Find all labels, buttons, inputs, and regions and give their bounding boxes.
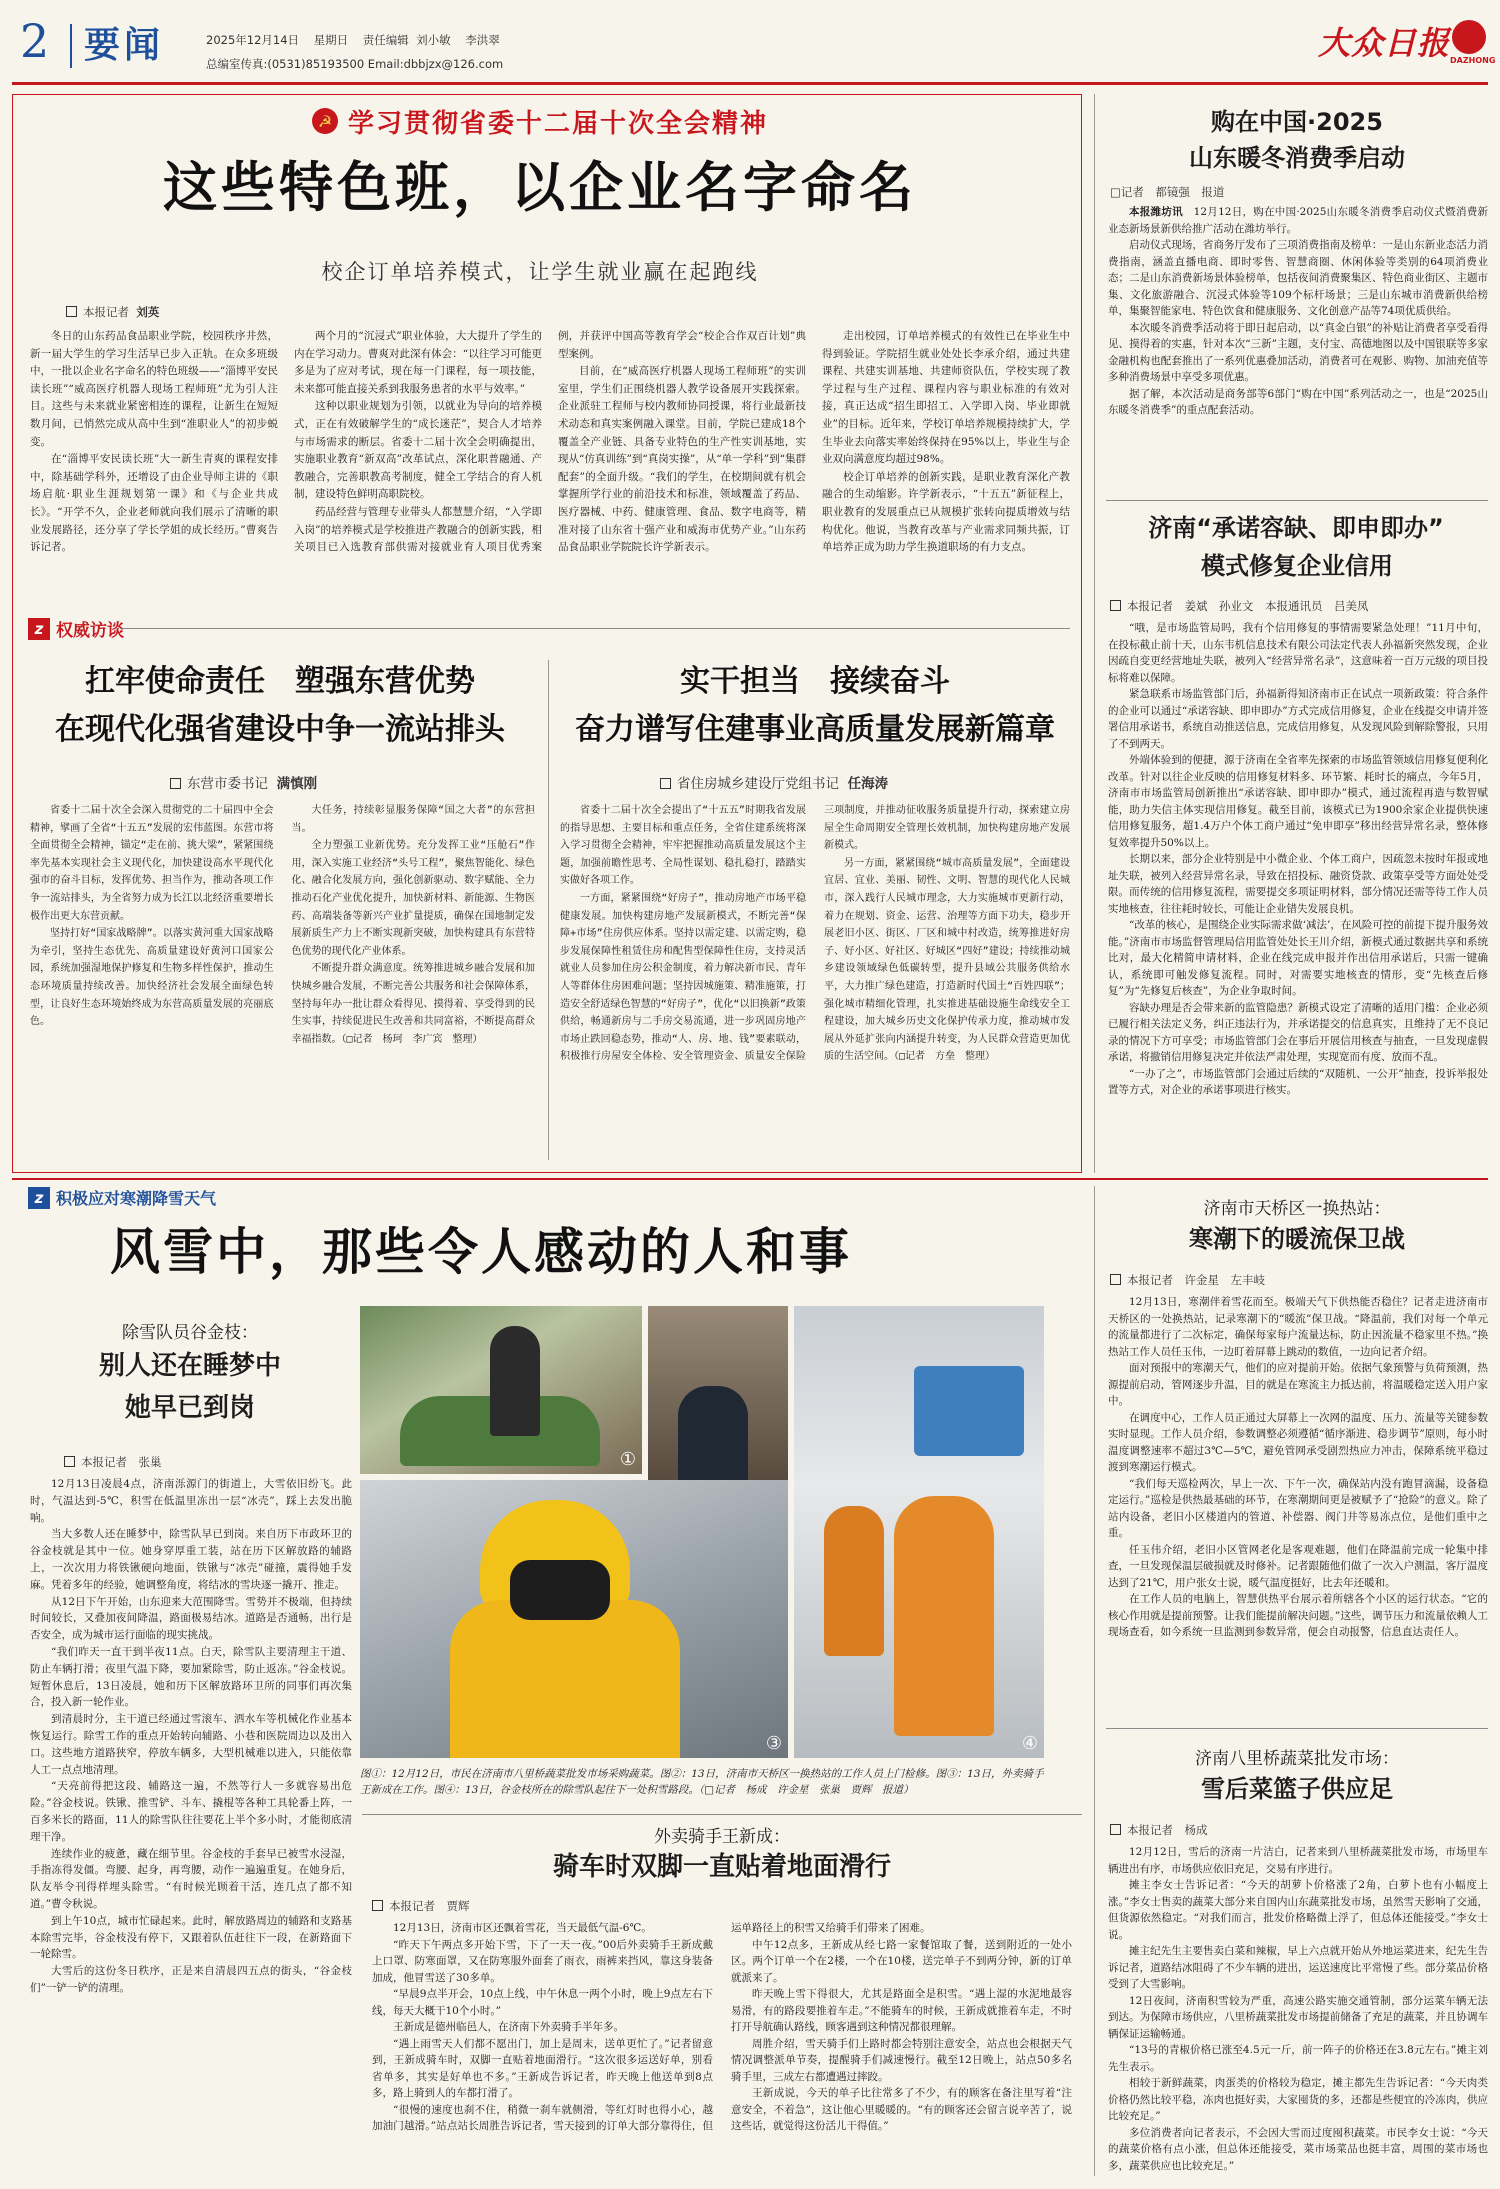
consumption-lead-text: 12月12日，购在中国·2025山东暖冬消费季启动仪式暨消费新业态新场景新供给推广活动在潍坊举行。 [1108, 206, 1488, 235]
consumption-body [1108, 204, 1488, 486]
storm-tag [28, 1186, 216, 1209]
rider-paragraph: “早晨9点半开会，10点上线，中午休息一两个小时，晚上9点左右下线，每天大概干10个小时。” [372, 1988, 713, 2017]
rider-paragraph: 昨天晚上雪下得很大，尤其是路面全是积雪。“遇上湿的水泥地最容易滑，有的路段要推着车走。”不能骑车的时候，王新成就推着车走，不时打开导航确认路线，顾客遇到这种情况都很理解。 [731, 1988, 1072, 2033]
paper-logo-text: 大众日报 [1318, 24, 1451, 62]
lead-paragraph: 这种以职业规划为引领，以就业为导向的培养模式，正在有效破解学生的“成长迷茫”，契合人才培养与市场需求的断层。省委十二届十次全会明确提出，实施职业教育“新双高”改革试点，深化职普融通、产教融合，完善职教高考制度，健全工学结合的育人机制，建设特色鲜明高职院校。 [294, 400, 542, 501]
consumption-title2: 山东暖冬消费季启动 [1189, 144, 1405, 172]
lead-paragraph: 目前，在“威高医疗机器人现场工程师班”的实训室里，学生们正围绕机器人教学设备展开实践探索。企业派驻工程师与校内教师协同授课，将行业最新技术动态和真实案例融入课堂。目前，学院已建成18个覆盖全产业链、具备专业特色的生产性实训基地，实现从“仿真训练”到“真岗实操”，从“单一学科”到“集群配套”的全面升级。“我们的学生，在校期间就有机会掌握所学行业的前沿技术和标准，领域覆盖了药品、医疗器械、中药、健康管理、食品、数字电商等，精准对接了山东省十强产业和威海市优势产业。”山东药品食品职业学院院长许学新表示。 [558, 365, 806, 554]
market-kicker: 济南八里桥蔬菜批发市场： [1195, 1749, 1399, 1769]
gu-body [30, 1476, 352, 2176]
party-emblem-icon: ☭ [312, 108, 338, 134]
market-paragraph: 12日夜间，济南积雪较为严重，高速公路实施交通管制，部分运菜车辆无法到达。为保障市场供应，八里桥蔬菜批发市场提前储备了充足的蔬菜，并且协调车辆保证运输畅通。 [1108, 1994, 1488, 2040]
photo-4-bus [914, 1366, 1024, 1456]
paper-logo [1318, 18, 1496, 68]
masthead-rule [12, 82, 1488, 85]
market-paragraph: “13号的青椒价格已涨至4.5元一斤，前一阵子的价格还在3.8元左右。”摊主刘先生表示。 [1108, 2044, 1488, 2073]
credit-paragraph: “哦，是市场监管局吗，我有个信用修复的事情需要紧急处理！”11月中旬，在投标截止前十天，山东韦机信息技术有限公司法定代表人孙福新突然发现，企业因疏自变更经营地址失联，被列入“经营异常名录”，这意味着一百万元级的项目投标将难以保障。 [1108, 622, 1488, 684]
lead-paragraph: 走出校园，订单培养模式的有效性已在毕业生中得到验证。学院招生就业处处长李承介绍，通过共建课程、共建实训基地、共建师资队伍，学校实现了教学过程与生产过程、课程内容与职业标准的有效对接，真正达成“招生即招工、入学即入岗、毕业即就业”的目标。近年来，学校订单培养规模持续扩大，学生毕业去向落实率始终保持在95%以上，毕业生与企业双向满意度均超过98%。 [822, 330, 1070, 466]
market-paragraph: 多位消费者向记者表示，不会因大雪而过度囤积蔬菜。市民李女士说：“今天的蔬菜价格有点小涨，但总体还能接受，菜市场菜品也挺丰富，周围的菜市场也多，蔬菜供应也比较充足。” [1108, 2126, 1488, 2172]
photo-3-label: ③ [765, 1733, 782, 1754]
tianqiao-paragraph: 12月13日，寒潮伴着雪花而至。极端天气下供热能否稳住？记者走进济南市天桥区的一处换热站，记录寒潮下的“暖流”保卫战。“降温前，我们对每一个单元的流量都进行了二次标定，确保每家每户流量达标，防止因流量不稳家里不热。”换热站工作人员任玉伟，一边盯着屏幕上跳动的数值，一边向记者介绍。 [1108, 1296, 1488, 1358]
tianqiao-paragraph: 在工作人员的电脑上，智慧供热平台展示着所辖各个小区的运行状态。“它的核心作用就是提前预警。让我们能提前解决问题。”这些，调节压力和流量依赖人工现场查看，如今系统一旦监测到参数异常，便会自动报警，信息直达责任人。 [1108, 1593, 1488, 1638]
tianqiao-paragraph: “我们每天巡检两次，早上一次、下午一次，确保站内没有跑冒滴漏，设备稳定运行。”巡检是供热最基础的环节，在寒潮期间更是被赋予了“抢险”的意义。除了站内设备，老旧小区楼道内的管道、补偿器、阀门井等易冻点位，是他们重中之重。 [1108, 1477, 1488, 1539]
consumption-paragraph: 本次暖冬消费季活动将于即日起启动，以“真金白银”的补贴让消费者享受看得见、摸得着的实惠，针对本次“三新”主题，支付宝、高德地图以及中国银联等多家金融机构也配套推出了一系列优惠叠加活动，消费者可在观影、购物、加油充值等多种消费场景中享受多项优惠。 [1108, 321, 1488, 383]
authority-right-byline [660, 772, 888, 792]
theme-banner [250, 100, 830, 142]
byline-box-icon [1110, 1824, 1121, 1835]
authority-left-body [30, 802, 535, 1154]
lead-subhead: 校企订单培养模式，让学生就业赢在起跑线 [321, 260, 759, 284]
credit-paragraph: 外端体验到的便捷，源于济南在全省率先探索的市场监管领域信用修复便利化改革。针对以往企业反映的信用修复材料多、环节繁、耗时长的痛点，今年5月，济南市市场监管局创新推出“承诺容缺、即申即办”模式，通过流程再造与数智赋能，助力失信主体实现信用修复。截至目前，该模式已为1900余家企业提供快速信用修复服务，超1.4万户个体工商户通过“免申即享”移出经营异常名录，整体修复效率提升50%以上。 [1108, 754, 1488, 849]
lead-paragraph: 在“淄博平安民读长班”大一新生青爽的课程安排中，除基础学科外，还增设了由企业导师主讲的《职场启航·职业生涯规划第一课》和《与企业共成长》。“开学不久，企业老师就向我们展示了清晰的职业发展路径，还分享了学长学姐的成长经历。”曹爽告诉记者。 [30, 453, 278, 554]
z-logo-icon: z [28, 1187, 50, 1209]
photo-caption: 图①：12月12日，市民在济南市八里桥蔬菜批发市场采购蔬菜。图②：13日，济南市天桥区一换热站的工作人员上门检修。图③：13日，外卖骑手王新成在工作。图④：13日，谷金枝所在的除雪队起往下一处积雪路段。（□记者 杨成 许金星 张巢 贾辉 报道） [360, 1768, 1044, 1796]
rider-paragraph: 周胜介绍，雪天骑手们上路时都会特别注意安全，站点也会根据天气情况调整派单节奏，提醒骑手们减速慢行。截至12日晚上，站点50多名骑手里，三成左右都遭遇过摔跤。 [731, 2037, 1072, 2083]
photo-4-sweeper-back [824, 1506, 884, 1656]
photo-4-sweeper [894, 1496, 994, 1736]
photo-collage [360, 1306, 1044, 1758]
photo-3-rider-body [450, 1600, 680, 1758]
market-paragraph: 12月12日，雪后的济南一片洁白，记者来到八里桥蔬菜批发市场，市场里车辆进出有序，市场供应依旧充足，交易有序进行。 [1108, 1846, 1488, 1875]
rider-rule [362, 1814, 1082, 1815]
right-top-divider [1094, 94, 1095, 1173]
authority-left-title1: 扛牢使命责任 塑强东营优势 [85, 664, 475, 699]
section-title: 要闻 [84, 25, 165, 66]
tianqiao-byline-text: 本报记者 许金星 左丰岐 [1127, 1273, 1265, 1287]
dateline: 本报潍坊讯 [1129, 206, 1183, 218]
author-name: 任海涛 [847, 776, 889, 792]
authority-right-body [560, 802, 1070, 1154]
authority-paragraph: 另一方面，紧紧围绕“城市高质量发展”，全面建设宜居、宜业、美丽、韧性、文明、智慧的现代化人民城市，深入践行人民城市理念，大力实施城市更新行动，着力在规划、资金、运营、治理等方面下功夫，稳步开展老旧小区、街区、厂区和城中村改造，统筹推进好房子、好小区、好社区、好城区“四好”建设；持续推动城乡建设领域绿色低碳转型，提升县域公共服务供给水平，大力推广绿色建造，打造新时代国土“百姓四联”；强化城市精细化管理，扎实推进基础设施生命线安全工程建设，加大城乡历史文化保护传承力度，推动城市发展从外延扩张向内涵提升转变，为人民群众营造更加优质的生活空间。（□记者 方垒 整理） [824, 857, 1070, 1063]
rider-paragraph: “遇上雨雪天人们都不愿出门，加上是周末，送单更忙了。”记者留意到，王新成骑车时，双脚一直贴着地面滑行。“这次很多运送好单，别看省单多，其实是好单也不多。”王新成告诉记者，昨天晚上他送单到8点多，路上骑到人的车都打滑了。 [372, 2037, 713, 2099]
credit-title1: 济南“承诺容缺、即申即办” [1148, 514, 1444, 542]
paper-logo-pinyin: DAZHONG [1450, 56, 1496, 65]
gu-title2: 她早已到岗 [124, 1393, 255, 1423]
tianqiao-kicker: 济南市天桥区一换热站： [1203, 1199, 1391, 1219]
rider-byline-text: 本报记者 贾辉 [389, 1899, 470, 1913]
rider-body [372, 1920, 1072, 2176]
credit-title2: 模式修复企业信用 [1201, 552, 1393, 580]
consumption-title1: 购在中国·2025 [1211, 108, 1383, 136]
lead-paragraph: 校企订单培养的创新实践，是职业教育深化产教融合的生动缩影。许学新表示，“十五五”新征程上，职业教育的发展重点已从规模扩张转向提质增效与结构优化。他说，当教育改革与产业需求同频共振，订单培养正成为助力学生换道职场的有力支点。 [822, 470, 1070, 554]
lead-byline [66, 304, 159, 320]
author-org: 东营市委书记 [187, 776, 268, 792]
masthead-divider [70, 24, 72, 68]
masthead-meta-line1 [206, 32, 500, 48]
gu-title1: 别人还在睡梦中 [98, 1351, 281, 1381]
market-body [1108, 1844, 1488, 2176]
rider-paragraph: 中午12点多，王新成从经七路一家餐馆取了餐，送到附近的一处小区。两个订单一个在2楼，一个在10楼，送完单子不到两分钟，新的订单就派来了。 [731, 1938, 1072, 1984]
authority-paragraph: 坚持打好“国家战略牌”。以落实黄河重大国家战略为牵引，坚持生态优先、高质量建设好黄河口国家公园，系统加强湿地保护修复和生物多样性保护，推动生态环境质量持续改善。加快经济社会发展全面绿色转型，让良好生态环境始终成为东营高质量发展的亮丽底色。 [30, 928, 274, 1028]
authority-paragraph: 省委十二届十次全会深入贯彻党的二十届四中全会精神，擘画了全省“十五五”发展的宏伟蓝图。东营市将全面贯彻全会精神，锚定“走在前、挑大梁”，紧紧围绕率先基本实现社会主义现代化，加快建设高水平现代化强市的奋斗目标，发挥优势、担当作为，推动各项工作争一流站排头，为全省努力成为长江以北经济重要增长极作出更大东营贡献。 [30, 805, 274, 922]
gu-kicker: 除雪队员谷金枝： [122, 1323, 258, 1343]
tianqiao-title: 寒潮下的暖流保卫战 [1189, 1225, 1405, 1253]
authority-paragraph: 大任务，持续彰显服务保障“国之大者”的东营担当。 [291, 805, 535, 834]
gu-paragraph: 12月13日凌晨4点，济南泺源门的街道上，大雪依旧纷飞。此时，气温达到-5℃，积雪在低温里冻出一层“冰壳”，踩上去发出脆响。 [30, 1478, 352, 1524]
rider-title: 骑车时双脚一直贴着地面滑行 [552, 1852, 891, 1882]
photo-3 [360, 1480, 788, 1758]
gu-paragraph: “天亮前得把这段、辅路这一遍，不然等行人一多就容易出危险。”谷金枝说。铁锹、推雪铲、斗车、撬棍等各种工具轮番上阵，一百多米长的路面，11人的除雪队往往要花上半个多小时，才能彻底清理干净。 [30, 1780, 352, 1843]
gu-paragraph: 到清晨时分，主干道已经通过雪滚车、洒水车等机械化作业基本恢复运行。除雪工作的重点开始转向辅路、小巷和医院周边以及出入口。这些地方道路狭窄，停放车辆多，大型机械难以进入，只能依靠人工一点点地清理。 [30, 1713, 352, 1776]
rider-kicker: 外卖骑手王新成： [654, 1827, 790, 1847]
tianqiao-paragraph: 在调度中心，工作人员正通过大屏幕上一次网的温度、压力、流量等关键参数实时显现。工作人员介绍，参数调整必须遵循“循序渐进、稳步调节”原则，每小时温度调整速率不超过3℃—5℃，避免管网承受剧烈热应力冲击，保障系统平稳过渡到寒潮运行模式。 [1108, 1411, 1488, 1473]
masthead [0, 0, 1500, 82]
byline-box-icon [66, 306, 77, 317]
authority-right-title1: 实干担当 接续奋斗 [680, 664, 950, 699]
tianqiao-body [1108, 1294, 1488, 1718]
photo-1 [360, 1306, 642, 1474]
credit-paragraph: 容缺办理是否会带来新的监管隐患？新模式设定了清晰的适用门槛：企业必须已履行相关法定义务，纠正违法行为，并承诺提交的信息真实，且维持了无不良记录的情况下方可享受；市场监管部门会在事后开展信用核查与抽查，一旦发现虚假承诺，将撤销信用修复决定并依法严肃处理，实现宽而有度、放而不乱。 [1108, 1001, 1488, 1063]
credit-paragraph: “一办了之”，市场监管部门会通过后续的“双随机、一公开”抽查，投诉举报处置等方式，对企业的承诺事项进行核实。 [1108, 1067, 1488, 1096]
credit-body [1108, 620, 1488, 1162]
credit-paragraph: “改革的核心，是围绕企业实际需求做‘减法’，在风险可控的前提下提升服务效能。”济南市市场监督管理局信用监管处处长王川介绍，新模式通过数据共享和系统比对，最大化精简申请材料，企业在线完成申报并作出信用承诺后，只需一键确认，系统即可触发修复流程。同时，对需要实地核查的情形，变“先核查后修复”为“先修复后核查”，为企业争取时间。 [1108, 919, 1488, 997]
authority-col-divider [548, 660, 549, 1160]
authority-right-title2: 奋力谱写住建事业高质量发展新篇章 [575, 712, 1055, 747]
gu-paragraph: 从12日下午开始，山东迎来大范围降雪。雪势并不极端，但持续时间较长，又叠加夜间降温，路面极易结冰。道路是否通畅，出行是否安全，成为城市运行面临的现实挑战。 [30, 1595, 352, 1642]
photo-1-buyer [490, 1326, 540, 1436]
designer-name: 李洪翠 [465, 33, 500, 47]
byline-box-icon [660, 778, 671, 789]
market-byline-text: 本报记者 杨成 [1127, 1823, 1208, 1837]
byline-box-icon [170, 778, 181, 789]
lead-paragraph: 冬日的山东药品食品职业学院，校园秩序井然，新一届大学生的学习生活早已步入正轨。在众多班级中，一批以企业名字命名的特色班级——“淄博平安民读长班”“威高医疗机器人现场工程师班”尤为引人注目。这些与未来就业紧密相连的课程，让新生在短短数月间，已悄然完成从高中生到“准职业人”的初步蜕变。 [30, 330, 278, 448]
gu-paragraph: 到上午10点，城市忙碌起来。此时，解放路周边的辅路和支路基本除雪完毕，谷金枝没有停下，又跟着队伍赶往下一段，在新路面下一轮除雪。 [30, 1914, 352, 1961]
issue-date: 2025年12月14日 [206, 33, 300, 47]
gu-paragraph: 连续作业的疲惫，藏在细节里。谷金枝的手套早已被雪水浸湿，手指冻得发僵。弯腰、起身，再弯腰，动作一遍遍重复。在她身后，队友举令刊得样埋头除雪。“有时候光顾着干活，连几点了都不知道。”曹令秋说。 [30, 1847, 352, 1910]
author-name: 满慎刚 [276, 776, 318, 792]
consumption-byline: □记者 都镜强 报道 [1110, 185, 1225, 199]
page-number: 2 [20, 14, 50, 68]
tianqiao-paragraph: 面对预报中的寒潮天气，他们的应对提前开始。依据气象预警与负荷预测，热源提前启动，管网逐步升温，目的就是在寒流主力抵达前，将温暖稳定送入用户家中。 [1108, 1362, 1488, 1407]
authority-rule [120, 628, 1070, 629]
rider-paragraph: 王新成是德州临邑人，在济南下外卖骑手半年多。 [393, 2021, 624, 2033]
theme-banner-text: 学习贯彻省委十二届十次全会精神 [347, 108, 768, 139]
authority-tag-label: 权威访谈 [56, 621, 124, 641]
rider-paragraph: 12月13日，济南市区还飘着雪花，当天最低气温-6℃。 [393, 1922, 652, 1934]
gu-paragraph: “我们昨天一直干到半夜11点。白天，除雪队主要清理主干道、防止车辆打滑；夜里气温下降，要加紧除雪，防止返冻。”谷金枝说。短暂休息后，13日凌晨，她和历下区解放路环卫所的同事们再次集合，投入新一轮作业。 [30, 1645, 352, 1709]
byline-name: 刘英 [136, 305, 160, 319]
authority-left-title2: 在现代化强省建设中争一流站排头 [55, 712, 505, 747]
market-title: 雪后菜篮子供应足 [1201, 1775, 1393, 1803]
gu-paragraph: 当大多数人还在睡梦中，除雪队早已到岗。来自历下市政环卫的谷金枝就是其中一位。她身穿厚重工装，站在历下区解放路的辅路上，一次次用力将铁锹硬向地面，铁锹与“冰壳”碰撞，震得她手发麻。凭着多年的经验，她调整角度，将结冰的雪块逐一撬开、推走。 [30, 1528, 352, 1591]
storm-right-divider [1094, 1186, 1095, 2176]
byline-box-icon [372, 1900, 383, 1911]
z-logo-icon: z [28, 618, 50, 640]
market-rule [1106, 1728, 1488, 1729]
storm-headline: 风雪中，那些令人感动的人和事 [110, 1223, 852, 1281]
authority-tag [28, 616, 124, 641]
credit-paragraph: 紧急联系市场监管部门后，孙福新得知济南市正在试点一项新政策：符合条件的企业可以通过“承诺容缺、即申即办”方式完成信用修复，企业在线提交申请并签署信用承诺书，系统自动推送信息，完成信用修复，从发现风险到解除警报，只用了不到两天。 [1108, 688, 1488, 750]
photo-1-label: ① [619, 1449, 636, 1470]
credit-byline [1110, 598, 1369, 614]
authority-paragraph: 一方面，紧紧围绕“好房子”，推动房地产市场平稳健康发展。加快构建房地产发展新模式，不断完善“保障+市场”住房供应体系。坚持以需定建、以需定购，稳步发展保障性租赁住房和配售型保障性住房，支持灵活就业人员参加住房公积金制度，着力解决新市民、青年人等群体住房困难问题；坚持因城施策、精准施策，打造安全舒适绿色智慧的“好房子”，优化“以旧换新”政策供给，畅通新房与二手房交易流通，进一步巩固房地产市场止跌回稳态势，推动“人、房、地、钱”要素联动，积极推行房屋安全体检、安全管理资金、质量安全保险三项制度，并推动征收服务质量提升行动，探索建立房屋全生命周期安全管理长效机制，加快构建房地产发展新模式。 [560, 805, 1070, 1063]
tianqiao-byline [1110, 1272, 1265, 1288]
rider-paragraph: “很慢的速度也刹不住，稍微一刹车就侧滑，等红灯时也得小心，越加油门越滑。”站点站长周胜告诉记者，雪天接到的订单大部分靠得住，但运单路径上的积雪又给骑手们带来了困难。 [372, 1922, 931, 2132]
credit-byline-text: 本报记者 姜斌 孙业文 本报通讯员 吕美凤 [1127, 599, 1369, 613]
photo-4 [794, 1306, 1044, 1758]
gu-byline-text: 本报记者 张巢 [81, 1455, 162, 1469]
lead-body [30, 328, 1070, 598]
authority-left-byline [170, 772, 317, 792]
right-top-rule [1106, 500, 1488, 501]
masthead-hotline: 总编室传真:(0531)85193500 Email:dbbjzx@126.com [206, 57, 504, 71]
rider-paragraph: 王新成说，今天的单子比往常多了不少，有的顾客在备注里写着“注意安全，不着急”，这让他心里暖暖的。“有的顾客还会留言说辛苦了，说这些话，就觉得这份活儿干得值。” [731, 2087, 1072, 2132]
market-paragraph: 摊主纪先生主要售卖白菜和辣椒，早上六点就开始从外地运菜进来，纪先生告诉记者，道路结冰阻碍了不少车辆的进出，运送速度比平常慢了些。部分菜品价格受到了大雪影响。 [1108, 1945, 1488, 1990]
paper-logo-emblem [1452, 20, 1486, 54]
photo-3-rider-face [510, 1560, 610, 1620]
gu-paragraph: 大雪后的这份冬日秩序，正是来自清晨四五点的街头，“谷金枝们”一铲一铲的清理。 [30, 1965, 352, 1994]
editor-label: 责任编辑 [362, 33, 409, 47]
byline-box-icon [1110, 1274, 1121, 1285]
tianqiao-paragraph: 任玉伟介绍，老旧小区管网老化是客观难题，他们在降温前完成一轮集中排查，一旦发现保温层破损就及时修补。记者跟随他们做了一次入户测温，客厅温度达到了21℃，用户张女士说，暖气温度挺好，比去年还暖和。 [1108, 1543, 1488, 1589]
market-paragraph: 摊主李女士告诉记者：“今天的胡萝卜价格涨了2角，白萝卜也有小幅度上涨。”李女士售卖的蔬菜大部分来自国内山东蔬菜批发市场，虽然雪天影响了交通，但货源依然稳定。“对我们而言，批发价格略微上浮了，但总体还能接受。”李女士说。 [1108, 1879, 1488, 1941]
lead-headline: 这些特色班，以企业名字命名 [163, 156, 917, 219]
authority-paragraph: 不断提升群众满意度。统筹推进城乡融合发展和加快城乡融合发展，不断完善公共服务和社会保障体系，坚持每年办一批让群众看得见、摸得着、享受得到的民生实事，持续促进民生改善和共同富裕，不断提高群众幸福指数。（□记者 杨珂 李广宾 整理） [291, 963, 535, 1045]
storm-tag-label: 积极应对寒潮降雪天气 [56, 1189, 217, 1208]
rider-paragraph: “昨天下午两点多开始下雪，下了一天一夜。”00后外卖骑手王新成戴上口罩、防寒面罩，又在防寒服外面套了雨衣，雨裤来挡风，靠这身装备加成，他冒雪送了30多单。 [372, 1938, 713, 1984]
market-paragraph: 相较于新鲜蔬菜，肉蛋类的价格较为稳定，摊主都先生告诉记者：“今天肉类价格仍然比较平稳，冻肉也挺好卖，大家囤货的多，还都是些便宜的冷冻肉，供应比较充足。” [1108, 2077, 1488, 2122]
issue-weekday: 星期日 [313, 33, 349, 47]
byline-box-icon [1110, 600, 1121, 611]
consumption-paragraph: 据了解，本次活动是商务部等6部门“购在中国”系列活动之一，也是“2025山东暖冬消费季”的重点配套活动。 [1108, 387, 1488, 416]
lead-paragraph: 两个月的“沉浸式”职业体验，大大提升了学生的内在学习动力。曹爽对此深有体会：“以往学习可能更多是为了应对考试，现在每一门课程，每一项技能，未来都可能直接关系到我服务患者的水平与效率。” [294, 330, 542, 395]
editor-name: 刘小敏 [416, 33, 451, 47]
consumption-paragraph: 启动仪式现场，省商务厅发布了三项消费指南及榜单：一是山东新业态活力消费指南，涵盖直播电商、即时零售、智慧商圈、休闲体验等类别的64项消费业态；二是山东消费新场景体验榜单，包括夜间消费聚集区、特色商业街区、主题市集、文化旅游融合、沉浸式体验等109个标杆场景；三是山东城市消费新供给榜单，集聚智能家电、特色饮食和健康服务、文化创意产品等74项优质供给。 [1108, 239, 1488, 317]
authority-paragraph: 省委十二届十次全会提出了“十五五”时期我省发展的指导思想、主要目标和重点任务，全省住建系统将深入学习贯彻全会精神，牢牢把握推动高质量发展这个主题，加强前瞻性思考、全局性谋划、稳扎稳打，踏踏实实做好各项工作。 [560, 805, 806, 887]
byline-label: 本报记者 [83, 305, 129, 319]
rider-byline [372, 1898, 470, 1914]
byline-box-icon [64, 1456, 75, 1467]
author-org: 省住房城乡建设厅党组书记 [677, 776, 839, 792]
photo-4-label: ④ [1021, 1733, 1038, 1754]
gu-byline [64, 1454, 162, 1470]
authority-paragraph: 全力塑强工业新优势。充分发挥工业“压舱石”作用，深入实施工业经济“头号工程”，聚焦智能化、绿色化、融合化发展方向，强化创新驱动、数字赋能、全力推动石化产业优化提升，加快新材料、新能源、生物医药、高端装备等新兴产业扩量提质，确保在国地制定发展新质生产力上不断实现新突破，加快构建具有东营特色优势的现代化产业体系。 [291, 840, 535, 957]
credit-paragraph: 长期以来，部分企业特别是中小微企业、个体工商户，因疏忽未按时年报或地址失联，被列入经营异常名录，导致在招投标、融资贷款、政策享受等方面处处受限。而传统的信用修复流程，需要提交多项证明材料，部分情况还需等待工作人员实地核查，往往耗时较长，可能让企业错失发展良机。 [1108, 853, 1488, 915]
market-byline [1110, 1822, 1208, 1838]
lead-paragraph: 药品经营与管理专业带头人都慧慧介绍，“入学即入岗”的培养模式是学校推进产教融合的创新实践，相关项目已入选教育部供需对接就业育人项目优秀案例，并获评中国高等教育学会“校企合作双百计划”典型案例。 [294, 330, 806, 554]
consumption-paragraph [1108, 204, 1488, 237]
